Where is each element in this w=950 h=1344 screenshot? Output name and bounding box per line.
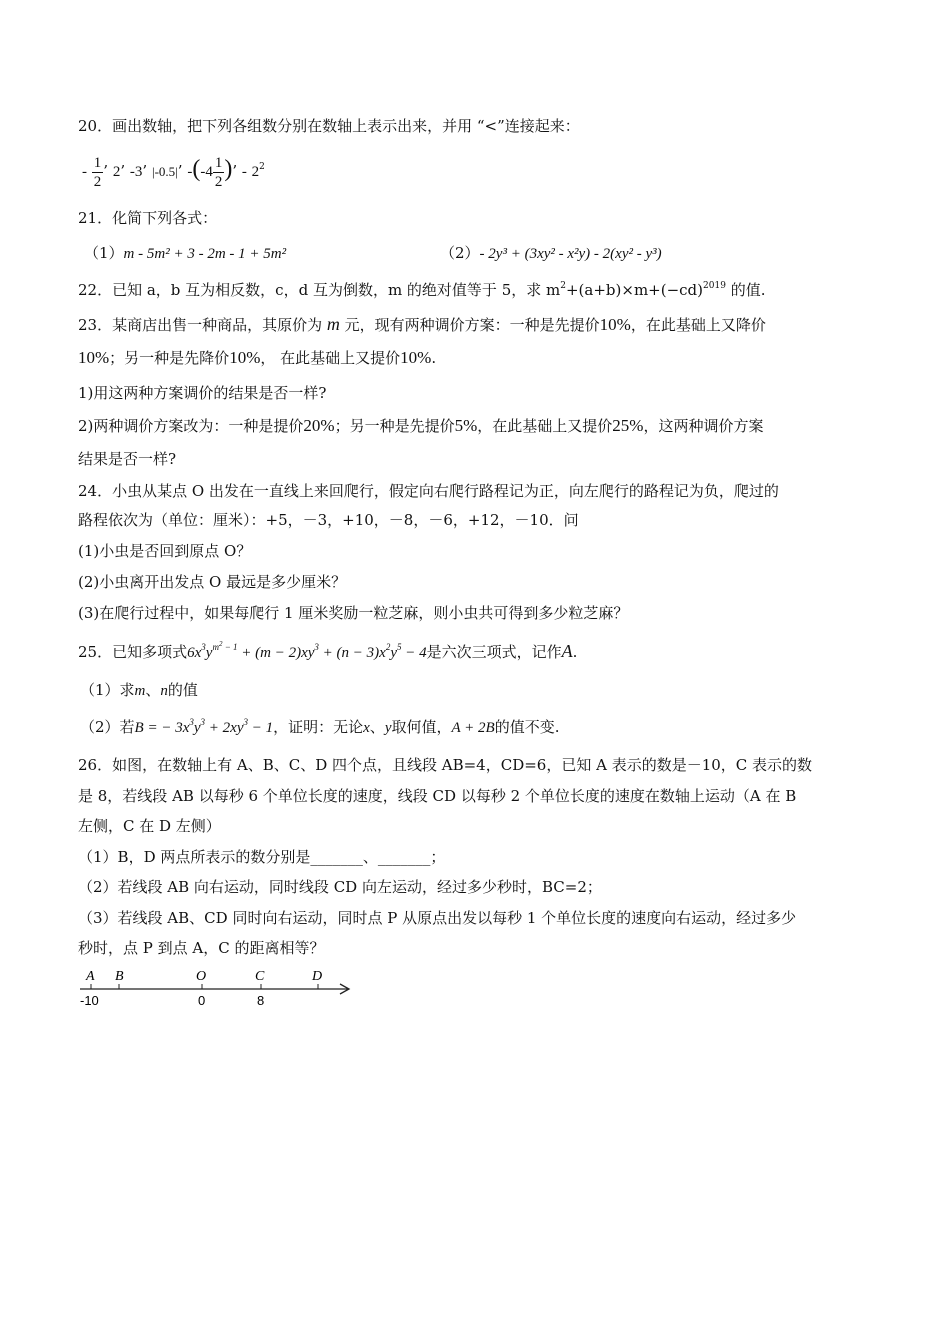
q26-line2: 是 8，若线段 AB 以每秒 6 个单位长度的速度，线段 CD 以每秒 2 个单位长度的速度在数轴上运动（A 在 B	[78, 787, 797, 805]
q25-stem: 25．已知多项式$6x^3y^{m^2 - 1} + (m - 2)xy^3 + (n - 3)x^2y^5 - 4$是六次三项式，记作A.	[78, 640, 578, 661]
q26-sub3a: （3）若线段 AB、CD 同时向右运动，同时点 P 从原点出发以每秒 1 个单位长度的速度向右运动，经过多少	[78, 909, 797, 927]
q21-part1-expr: m - 5m² + 3 - 2m - 1 + 5m²	[123, 246, 287, 262]
q26-sub3b: 秒时，点 P 到点 A，C 的距离相等？	[78, 939, 325, 957]
q24-line1: 24．小虫从某点 O 出发在一直线上来回爬行，假定向右爬行路程记为正，向左爬行的路程记为负，爬过的	[78, 482, 779, 500]
q21-part2-label: （2）	[440, 244, 480, 262]
q20-stem: 20．画出数轴，把下列各组数分别在数轴上表示出来，并用 “<”连接起来：	[78, 117, 580, 135]
tick-label-neg10: -10	[80, 993, 99, 1008]
q20-item-f-exp: 2	[259, 162, 265, 172]
q26-line3: 左侧，C 在 D 左侧）	[78, 817, 221, 835]
q24-sub1: (1)小虫是否回到原点 O？	[78, 542, 252, 560]
q20-item-e-int: 4	[205, 164, 213, 180]
q25-polynomial: $6x^3y^{m^2 - 1} + (m - 2)xy^3 + (n - 3)x^2y^5 - 4$	[187, 640, 427, 661]
q23-sub2-cont: 结果是否一样?	[78, 450, 177, 468]
point-label-A: A	[86, 969, 95, 984]
q20-item-c: 3	[134, 164, 143, 180]
q26-sub1: （1）B，D 两点所表示的数分别是_______、_______；	[78, 848, 446, 866]
q22-text: 22．已知 a，b 互为相反数，c，d 互为倒数，m 的绝对值等于 5，求 $m^2+(a+b)\times m+(-cd)^{2019}$ 的值.	[78, 281, 766, 299]
tick-label-8: 8	[257, 993, 265, 1008]
q25-sub1: （1）求m、n的值	[80, 681, 198, 699]
q24-line2: 路程依次为（单位：厘米）：+5，－3，+10，－8，－6，+12，－10．问	[78, 511, 579, 529]
tick-label-0: 0	[198, 993, 206, 1008]
q20-numbers: - $\frac{1}{2}$ ’ 2’ -3’ |-0.5|’ -(-4 $\frac{1}{2}$ )’ - $2^2$	[82, 154, 265, 190]
q25-sub2: （2）若B = − $3x^3y^3 + 2xy^3 - 1$，证明：无论x、y取何值，A + 2B的值不变.	[80, 717, 560, 736]
q20-fraction-e: $\frac{1}{2}$	[214, 154, 223, 190]
q23-line1: 23．某商店出售一种商品，其原价为 m 元，现有两种调价方案：一种是先提价10%，在此基础上又降价	[78, 314, 766, 334]
q21-stem: 21．化简下列各式：	[78, 209, 218, 227]
point-label-B: B	[115, 969, 124, 984]
point-label-C: C	[255, 969, 265, 984]
q20-fraction-a: $\frac{1}{2}$	[93, 154, 102, 190]
point-label-O: O	[196, 969, 207, 984]
q20-item-b: 2	[112, 164, 121, 180]
q24-sub2: (2)小虫离开出发点 O 最远是多少厘米？	[78, 573, 347, 591]
q25-expr-B: B = − $3x^3y^3 + 2xy^3 - 1$	[134, 717, 274, 736]
q24-sub3: (3)在爬行过程中，如果每爬行 1 厘米奖励一粒芝麻，则小虫共可得到多少粒芝麻？	[78, 604, 629, 622]
q21-part1	[84, 243, 286, 264]
point-label-D: D	[312, 969, 323, 984]
q25-expr-A2B: A + 2B	[451, 720, 495, 736]
q23-sub2: 2)两种调价方案改为：一种是提价20%；另一种是先提价5%，在此基础上又提价25%，这两种调价方案	[78, 416, 764, 435]
q20-item-d: |-0.5|	[151, 164, 178, 179]
q23-line2: 10%；另一种是先降价10%， 在此基础上又提价10%.	[78, 348, 437, 367]
q26-line1: 26．如图，在数轴上有 A、B、C、D 四个点，且线段 AB=4，CD=6，已知 A 表示的数是－10，C 表示的数	[78, 756, 813, 774]
q21-part2-expr: - 2y³ + (3xy² - x²y) - 2(xy² - y³)	[479, 246, 662, 262]
q21-part2	[440, 243, 662, 264]
q23-sub1: 1)用这两种方案调价的结果是否一样?	[78, 384, 327, 402]
q20-item-f-base: 2	[251, 164, 260, 180]
q26-sub2: （2）若线段 AB 向右运动，同时线段 CD 向左运动，经过多少秒时，BC=2；	[78, 878, 602, 896]
number-line-figure	[78, 965, 354, 1009]
q21-part1-label: （1）	[84, 244, 124, 262]
